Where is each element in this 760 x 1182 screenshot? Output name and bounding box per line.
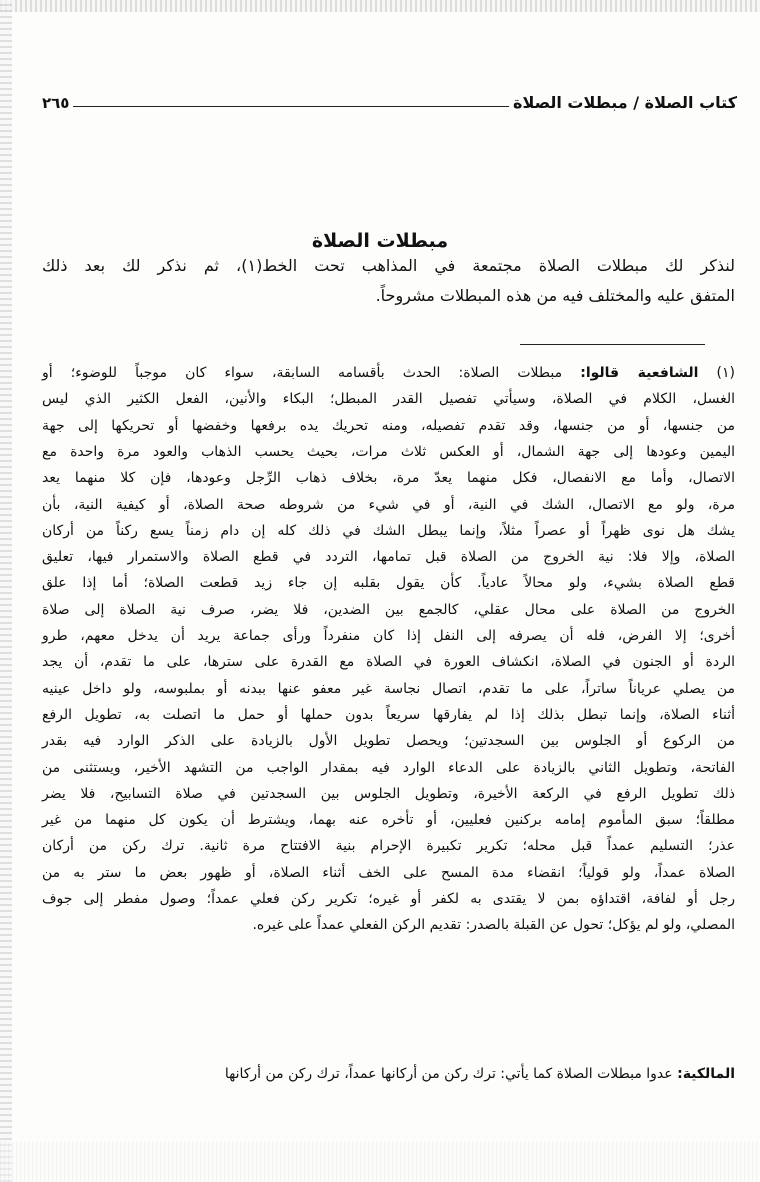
footnote-line: الاتصال، وأما مع الانفصال، فكل منهما يعدّ مرة، بخلاف ذهاب الرِّجل وعودها، فإن كلا منهما يعد xyxy=(42,470,735,487)
footnote-line xyxy=(42,365,735,381)
footnote-marker: (١) xyxy=(716,365,736,381)
page-header xyxy=(42,86,737,112)
footnote-line: ذلك تطويل الرفع في الركعة الأخيرة، وتطويل الجلوس بين السجدتين في صلاة التسابيح، فلا يضر xyxy=(42,785,735,802)
footnote-line: عذر؛ التسليم عمداً قبل محله؛ تكرير تكبيرة الإحرام بنية الافتتاح مرة ثانية. ترك ركن من أركان xyxy=(42,838,735,855)
footnote-line: من الركوع أو الجلوس بين السجدتين؛ ويحصل تطويل الأول بالزيادة على الذكر الوارد فيه بقدر xyxy=(42,733,735,750)
footnote-text: مبطلات الصلاة: الحدث بأقسامه السابقة، سواء كان موجباً للوضوء؛ أو xyxy=(42,365,563,381)
footnote-line: مرة، ولو مع الاتصال، الشك في النية، أو في شيء من شروطه صحة الصلاة، أو كيفية النية، بأن xyxy=(42,496,735,513)
page-number: ٢٦٥ xyxy=(42,94,70,112)
footnote-line: أثناء الصلاة، وإنما تبطل بذلك إذا لم يفارقها سريعاً بدون حملها أو حمل ما اتصلت به، تطويل الرفع xyxy=(42,706,735,723)
footnote-line: الخروج من الصلاة على محال عقلي، كالجمع بين الضدين، فلا يضر، صرف نية الصلاة إلى صلاة xyxy=(42,601,735,618)
footnote-line: الفاتحة، وتطويل الثاني بالزيادة على الدعاء الوارد فيه بمقدار الواجب من التشهد الأخير، ويستثنى من xyxy=(42,759,735,776)
header-rule xyxy=(73,106,509,107)
footnote-line: رجل أو لفافة، اقتداؤه بمن لا يقتدى به لكفر أو غيره؛ تكرير ركن فعلي عمداً؛ وصول مفطر إلى جوف xyxy=(42,891,735,907)
scan-edge-top xyxy=(0,0,760,12)
footnote-line: الغسل، الكلام في الصلاة، وسيأتي تفصيل القدر المبطل؛ البكاء والأنين، الفعل الكثير الذي ليس xyxy=(42,391,735,408)
section-title: مبطلات الصلاة xyxy=(311,230,449,252)
intro-line: لنذكر لك مبطلات الصلاة مجتمعة في المذاهب تحت الخط(١)، ثم نذكر لك بعد ذلك xyxy=(42,256,735,275)
footnote-line: من يصلي عرياناً ساتراً، على ما تقدم، اتصال نجاسة غير معفو عنها ببدنه أو بملبوسه، ولو داخل عينيه xyxy=(42,680,735,697)
footnote-line: يشك هل نوى ظهراً أو عصراً مثلاً، وإنما يبطل الشك في ذلك كله إن دام زمناً يسع ركناً من أركان xyxy=(42,522,735,539)
footnote-line: الصلاة، وإلا فلا: نية الخروج من الصلاة قبل تمامها، التردد في قطع الصلاة والاستمرار فيها، تعليق xyxy=(42,549,735,566)
footnote-line: من جنسها، أو من جنسها، وقد تقدم تفصيله، ومنه تحريك يده برفعها وخفضها أو تحريكها إلى جهة xyxy=(42,417,735,434)
scan-edge-bottom xyxy=(0,1142,760,1182)
scan-edge-left xyxy=(0,0,12,1182)
footnote-line: مطلقاً؛ سبق المأموم إمامه بركنين فعليين، أو تأخره عنه بهما، ويشترط أن يكون كل منهما من غير xyxy=(42,812,735,829)
footnote-separator xyxy=(520,344,705,345)
footnote-line: الردة أو الجنون في الصلاة، انكشاف العورة في الصلاة مع القدرة على سترها، على ما تقدم، أن يجد xyxy=(42,654,735,671)
maliki-line xyxy=(42,1066,735,1082)
footnote-line: اليمين وعودها إلى جهة الشمال، أو العكس ثلاث مرات، بحيث يحسب الذهاب والعود مرة واحدة مع xyxy=(42,443,735,460)
footnote-line: قطع الصلاة بشيء، ولو محالاً عادياً. كأن يقول بقلبه إن جاء زيد قطعت الصلاة؛ أما إذا علق xyxy=(42,575,735,592)
running-title: كتاب الصلاة / مبطلات الصلاة xyxy=(513,93,737,112)
maliki-text: عدوا مبطلات الصلاة كما يأتي: ترك ركن من أركانها عمداً، ترك ركن من أركانها xyxy=(224,1066,673,1082)
footnote-line: أخرى؛ إلا الفرض، فله أن يصرفه إلى النفل إذا كان منفرداً ورأى جماعة يريد أن يدخل معهم، طرو xyxy=(42,628,735,644)
footnote-line: الصلاة عمداً، ولو قولياً؛ انقضاء مدة المسح على الخف أثناء الصلاة، أو ظهور بعض ما ستر به من xyxy=(42,864,735,881)
intro-line: المتفق عليه والمختلف فيه من هذه المبطلات مشروحاً. xyxy=(375,286,735,305)
footnote-lead: الشافعية قالوا: xyxy=(580,365,699,381)
maliki-lead: المالكية: xyxy=(677,1066,735,1082)
footnote-line: المصلي، ولو لم يؤكل؛ تحول عن القبلة بالصدر: تقديم الركن الفعلي عمداً على غيره. xyxy=(252,917,735,934)
